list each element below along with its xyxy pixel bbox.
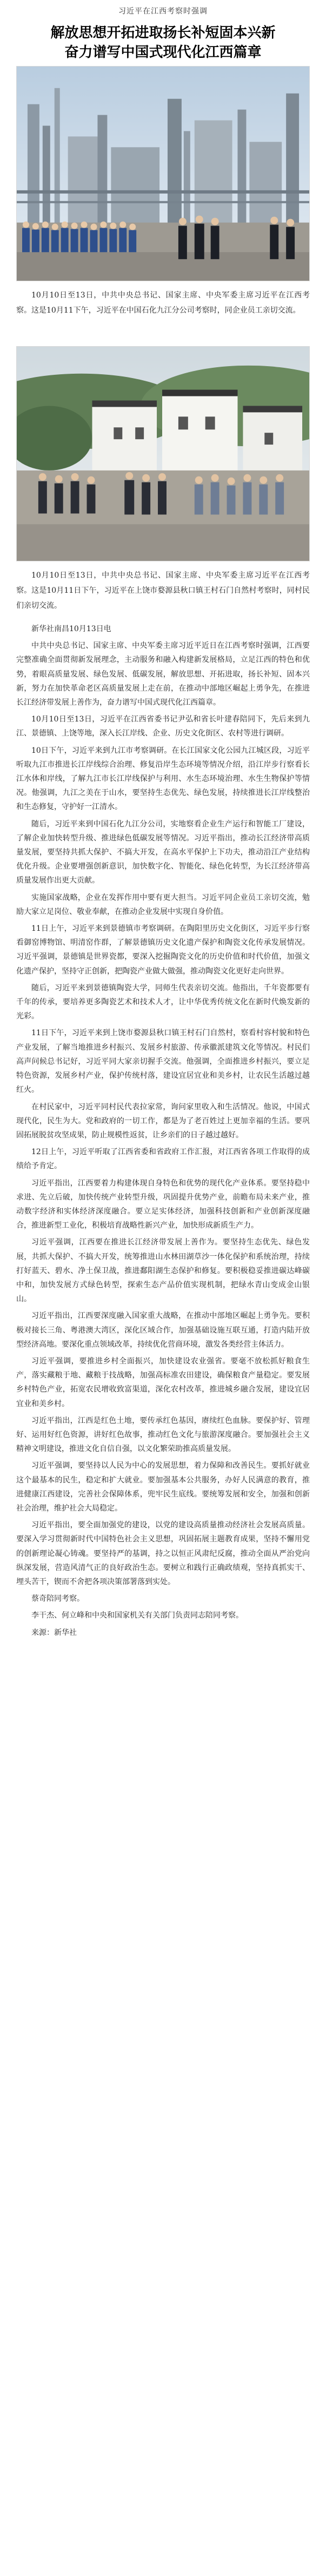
article-paragraph: 11日上午，习近平来到景德镇市考察调研。在陶阳里历史文化街区，习近平步行察看御窑博物馆、明清窑作群，了解景德镇历史文化遗产保护和陶瓷文化传承发展情况。习近平强调，景德镇是世界瓷都，要深入挖掘陶瓷文化的历史价值和时代价值，加强文化遗产保护，坚持守正创新，把陶瓷产业做大做强，推动陶瓷文化更好走向世界。 [16, 924, 310, 976]
article-paragraph: 习近平强调，要坚持以人民为中心的发展思想，着力保障和改善民生。要抓好就业这个最基本的民生，稳定和扩大就业。要加强基本公共服务，办好人民满意的教育，推进健康江西建设，完善社会保障体系，兜牢民生底线。要统筹发展和安全，加强和创新社会治理，维护社会大局稳定。 [16, 1461, 310, 1513]
article-paragraph: 习近平指出，江西要深度融入国家重大战略，在推动中部地区崛起上勇争先。要积极对接长三角、粤港澳大湾区，深化区域合作，加强基础设施互联互通，打造内陆开放型经济高地。要深化重点领域改革，持续优化营商环境，激发各类经营主体活力。 [16, 1312, 310, 1349]
headline-line-1: 解放思想开拓进取扬长补短固本兴新 [50, 25, 276, 41]
article-paragraph: 实施国家战略，企业在发挥作用中要有更大担当。习近平同企业员工亲切交流，勉励大家立足岗位、敬业奉献，在推动企业发展中实现自身价值。 [16, 893, 310, 916]
article-paragraph: 在村民家中，习近平同村民代表拉家常，询问家里收入和生活情况。他说，中国式现代化，民生为大。党和政府的一切工作，都是为了老百姓过上更加幸福的生活。要巩固拓展脱贫攻坚成果，防止规模性返贫，让乡亲们的日子越过越好。 [16, 1102, 310, 1140]
article-paragraph: 10日下午，习近平来到九江市考察调研。在长江国家文化公园九江城区段，习近平听取九江市推进长江岸线综合治理、修复沿岸生态环境等情况介绍，沿江岸步行察看长江水体和岸线，了解九江市长江岸线保护与利用、水生态环境治理、水生生物保护等情况。他强调，九江之美在于山水，要坚持生态优先、绿色发展，持续推进长江岸线整治和生态修复，守护好一江清水。 [16, 746, 310, 812]
article-paragraph: 习近平指出，江西是红色土地，要传承红色基因，赓续红色血脉。要保护好、管理好、运用好红色资源，讲好红色故事，推动红色文化与旅游深度融合。要加强社会主义精神文明建设，推进文化自信自强，以文化繁荣助推高质量发展。 [16, 1416, 310, 1454]
photo-village-image [17, 347, 309, 561]
photo-refinery-image [17, 67, 309, 281]
article-paragraph: 习近平指出，要全面加强党的建设，以党的建设高质量推动经济社会发展高质量。要深入学习贯彻新时代中国特色社会主义思想，巩固拓展主题教育成果，坚持不懈用党的创新理论凝心铸魂。要坚持严的基调，持之以恒正风肃纪反腐，推动全面从严治党向纵深发展，营造风清气正的良好政治生态。要树立和践行正确政绩观，坚持真抓实干、埋头苦干，锲而不舍把各项决策部署落到实处。 [16, 1521, 310, 1586]
article-paragraph: 来源：新华社 [31, 1628, 77, 1637]
article-body [16, 622, 310, 2564]
headline-kicker: 习近平在江西考察时强调 [118, 7, 208, 16]
article-paragraph: 12日上午，习近平听取了江西省委和省政府工作汇报，对江西省各项工作取得的成绩给予肯定。 [16, 1148, 310, 1171]
photo-refinery-visit [16, 66, 310, 281]
article-paragraph: 随后，习近平来到景德镇陶瓷大学，同师生代表亲切交流。他指出，千年瓷都要有千年的传承，要培养更多陶瓷艺术和技术人才，让中华优秀传统文化在新时代焕发新的光彩。 [16, 983, 310, 1021]
article-paragraph: 随后，习近平来到中国石化九江分公司，实地察看企业生产运行和智能工厂建设，了解企业加快转型升级、推进绿色低碳发展等情况。习近平指出，推动长江经济带高质量发展，要坚持共抓大保护、不搞大开发，在高水平保护上下功夫，推动沿江产业结构优化升级。企业要增强创新意识，加快数字化、智能化、绿色化转型，为长江经济带高质量发展作出更大贡献。 [16, 819, 310, 885]
photo-village-visit [16, 346, 310, 561]
article-paragraph: 11日下午，习近平来到上饶市婺源县秋口镇王村石门自然村，察看村容村貌和特色产业发展，了解当地推进乡村振兴、发展乡村旅游、传承徽派建筑文化等情况。村民们高声问候总书记好，习近平同大家亲切握手交流。他强调，全面推进乡村振兴，要立足特色资源，发展乡村产业，保护传统村落，建设宜居宜业和美乡村，让农民生活越过越红火。 [16, 1029, 310, 1095]
photo-caption-1: 10月10日至13日，中共中央总书记、国家主席、中央军委主席习近平在江西考察。这是10月11下午，习近平在中国石化九江分公司考察时，同企业员工亲切交流。 [16, 291, 310, 315]
article-paragraph: 新华社南昌10月13日电 [31, 625, 111, 633]
headline-line-2: 奋力谱写中国式现代化江西篇章 [64, 44, 262, 61]
article-paragraph: 蔡奇陪同考察。 [31, 1594, 84, 1604]
article-paragraph: 习近平指出，江西要着力构建体现自身特色和优势的现代化产业体系。要坚持稳中求进、先立后破，加快传统产业转型升级，巩固提升优势产业，前瞻布局未来产业，推动数字经济和实体经济深度融合。要立足实体经济，加强科技创新和产业创新深度融合，推进新型工业化，积极培育战略性新兴产业，加快形成新质生产力。 [16, 1178, 310, 1230]
article-paragraph: 中共中央总书记、国家主席、中央军委主席习近平近日在江西考察时强调，江西要完整准确全面贯彻新发展理念，主动服务和融入构建新发展格局，立足江西的特色和优势，着眼高质量发展、绿色发展、低碳发展，解放思想、开拓进取，扬长补短、固本兴新，努力在加快革命老区高质量发展上走在前，在推动中部地区崛起上勇争先，在推进长江经济带发展上善作为，奋力谱写中国式现代化江西篇章。 [16, 641, 310, 707]
article-paragraph: 李干杰、何立峰和中央和国家机关有关部门负责同志陪同考察。 [31, 1611, 243, 1620]
article-paragraph: 10月10日至13日，习近平在江西省委书记尹弘和省长叶建春陪同下，先后来到九江、景德镇、上饶等地，深入长江岸线、企业、历史文化街区、农村等进行调研。 [16, 715, 310, 738]
article-paragraph: 习近平强调，江西要在推进长江经济带发展上善作为。要坚持生态优先、绿色发展，共抓大保护、不搞大开发，统筹推进山水林田湖草沙一体化保护和系统治理，持续打好蓝天、碧水、净土保卫战，推进鄱阳湖生态保护和修复。要积极稳妥推进碳达峰碳中和，加快发展方式绿色转型，探索生态产品价值实现机制，把绿水青山变成金山银山。 [16, 1238, 310, 1304]
article-paragraph: 习近平强调，要推进乡村全面振兴，加快建设农业强省。要毫不放松抓好粮食生产，落实藏粮于地、藏粮于技战略，加强高标准农田建设，确保粮食产量稳定。要发展乡村特色产业，拓宽农民增收致富渠道，深化农村改革，推进城乡融合发展，建设宜居宜业和美乡村。 [16, 1356, 310, 1408]
photo-caption-2: 10月10日至13日，中共中央总书记、国家主席、中央军委主席习近平在江西考察。这是10月11日下午，习近平在上饶市婺源县秋口镇王村石门自然村考察时，同村民们亲切交流。 [16, 571, 310, 610]
